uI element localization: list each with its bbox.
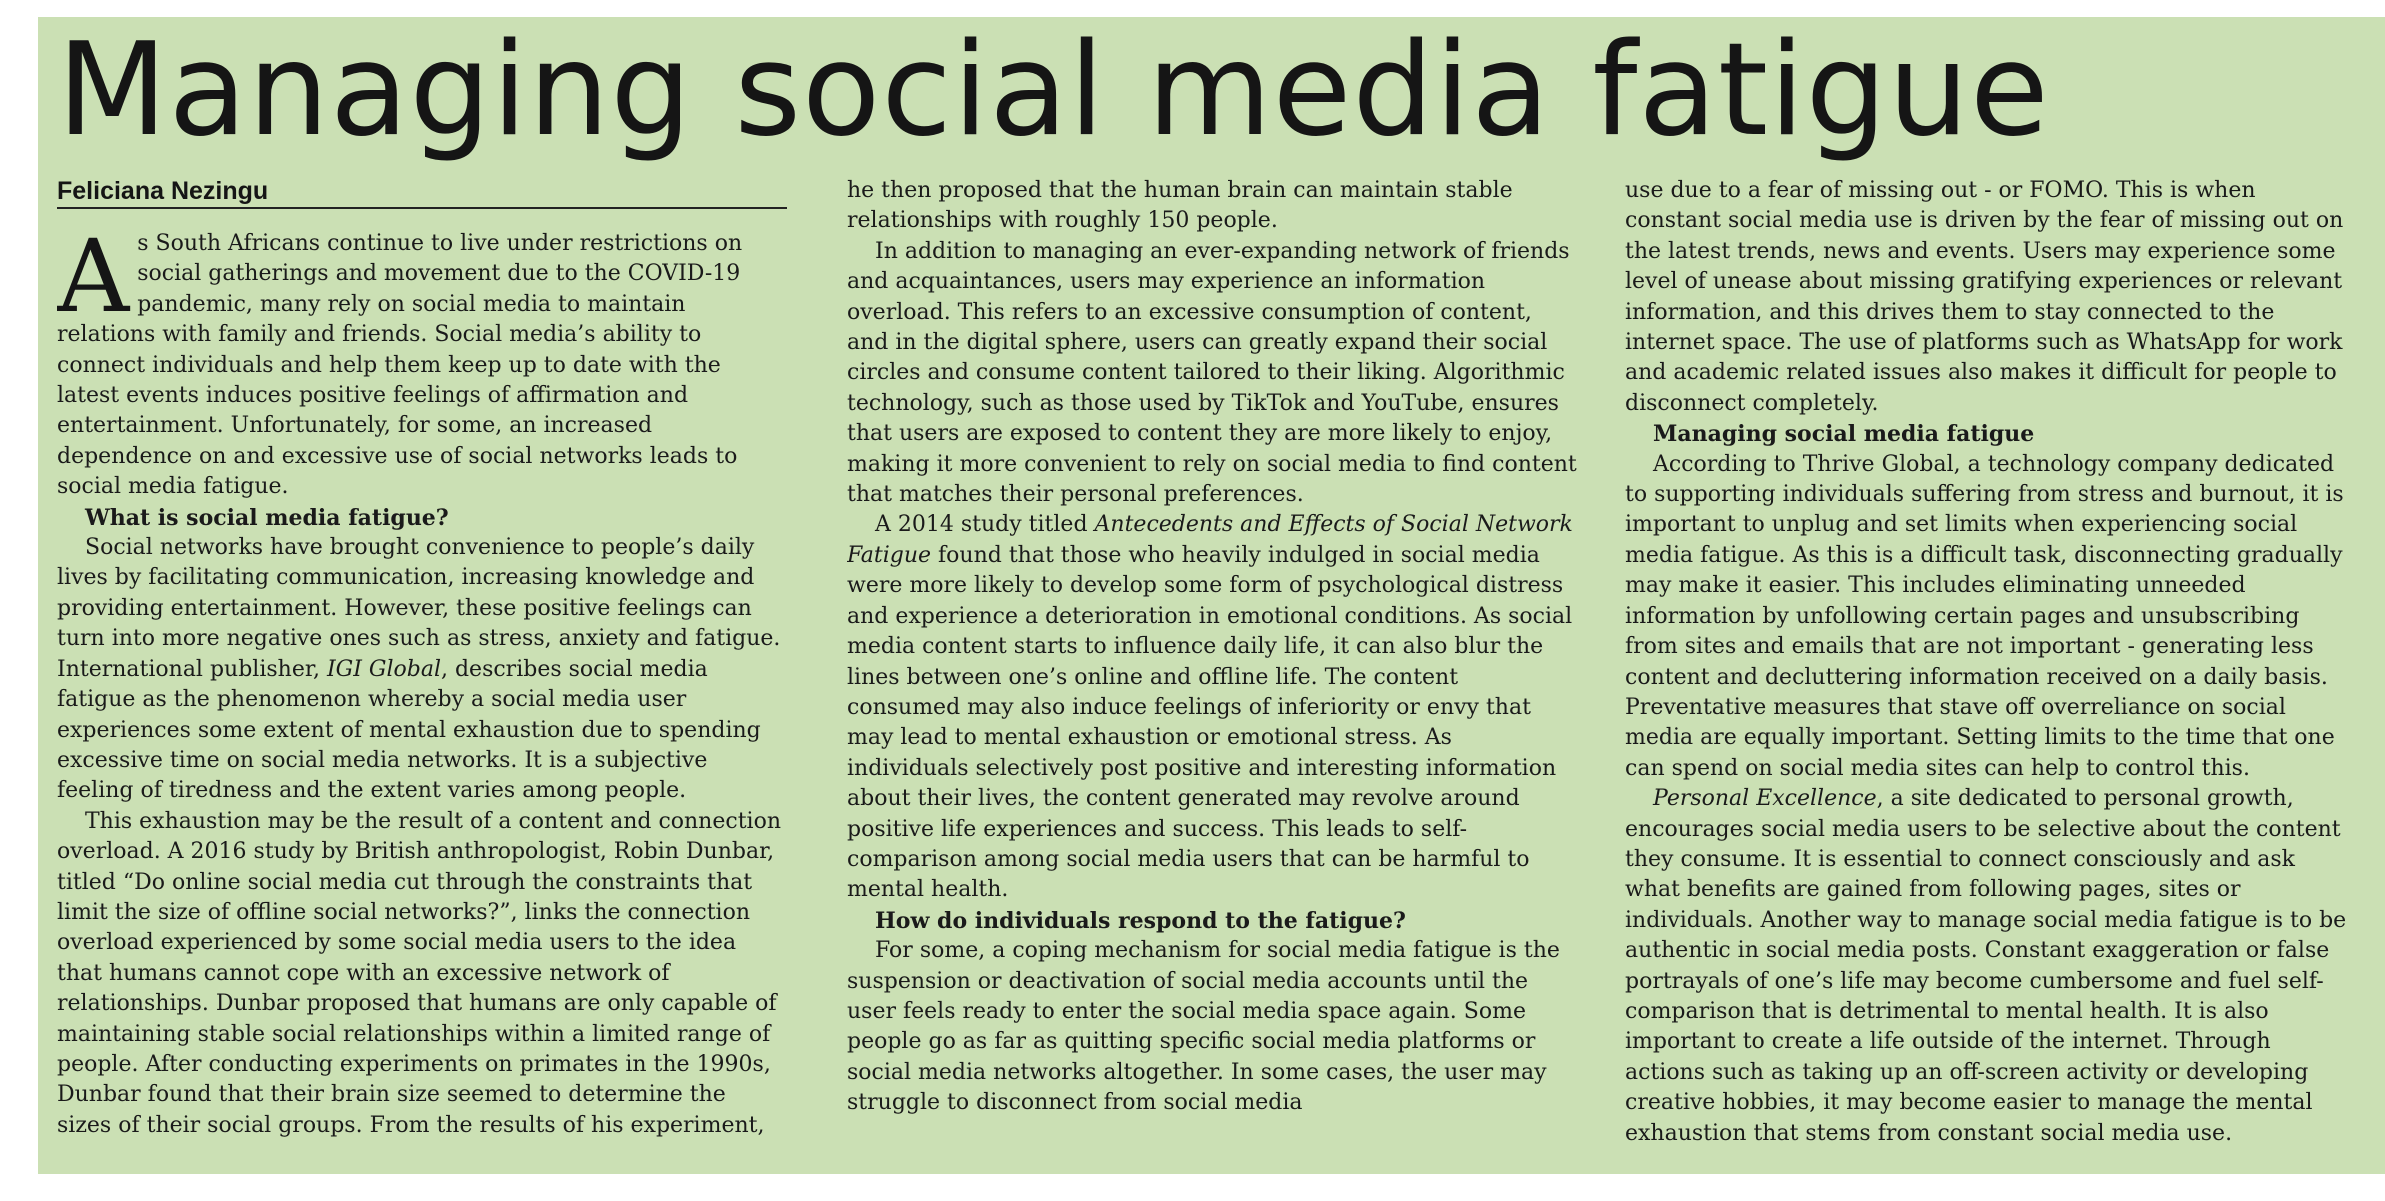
byline: Feliciana Nezingu <box>57 176 787 209</box>
drop-cap: A <box>57 218 130 335</box>
column-3 <box>1625 176 2355 1174</box>
paragraph: he then proposed that the human brain can maintain stable relationships with roughly 150 people. <box>847 178 1513 234</box>
paragraph: This exhaustion may be the result of a content and connection overload. A 2016 study by British anthropologist, Robin Dunbar, titled “Do online social media cut through the constraints that limit the size of offline social networks?”, links the connection overload experienced by some social media users to the idea that humans cannot cope with an excessive network of relationships. Dunbar proposed that humans are only capable of maintaining stable social relationships within a limited range of people. After conducting experiments on primates in the 1990s, Dunbar found that their brain size seemed to determine the sizes of their social groups. From the results of his experiment, <box>57 808 781 1138</box>
paragraph: Social networks have brought convenience to people’s daily lives by facilitating communication, increasing knowledge and providing entertainment. However, these positive feelings can turn into more negative ones such as stress, anxiety and fatigue. International publisher, IGI Global, describes social media fatigue as the phenomenon whereby a social media user experiences some extent of mental exhaustion due to spending excessive time on social media networks. It is a subjective feeling of tiredness and the extent varies among people. <box>57 535 781 804</box>
lead-paragraph <box>57 218 787 503</box>
site-name: Personal Excellence <box>1653 786 1877 812</box>
subheading-managing: Managing social media fatigue <box>1653 421 2035 448</box>
paragraph: A 2014 study titled Antecedents and Effects of Social Network Fatigue found that those who heavily indulged in social media were more likely to develop some form of psychological distress and experience a deterioration in emotional conditions. As social media content starts to influence daily life, it can also blur the lines between one’s online and offline life. The content consumed may also induce feelings of inferiority or envy that may lead to mental exhaustion or emotional stress. As individuals selectively post positive and interesting information about their lives, the content generated may revolve around positive life experiences and success. This leads to self-comparison among social media users that can be harmful to mental health. <box>847 512 1573 903</box>
paragraph: For some, a coping mechanism for social media fatigue is the suspension or deactivation of social media accounts until the user feels ready to enter the social media space again. Some people go as far as quitting specific social media platforms or social media networks altogether. In some cases, the user may struggle to disconnect from social media <box>847 938 1560 1116</box>
publisher-name: IGI Global <box>326 656 441 682</box>
paragraph: use due to a fear of missing out - or FOMO. This is when constant social media use is driven by the fear of missing out on the latest trends, news and events. Users may experience some level of unease about missing gratifying experiences or relevant information, and this drives them to stay connected to the internet space. The use of platforms such as WhatsApp for work and academic related issues also makes it difficult for people to disconnect completely. <box>1625 178 2344 416</box>
study-title: Antecedents and Effects of Social Network Fatigue <box>847 512 1573 568</box>
lead-text: s South Africans continue to live under restrictions on social gatherings and movement due to the COVID-19 pandemic, many rely on social media to maintain relations with family and friends. Social media’s ability to connect individuals and help them keep up to date with the latest events induces positive feelings of affirmation and entertainment. Unfortunately, for some, an increased dependence on and excessive use of social networks leads to social media fatigue. <box>57 231 743 500</box>
paragraph: Personal Excellence, a site dedicated to personal growth, encourages social media users to be selective about the content they consume. It is essential to connect consciously and ask what benefits are gained from following pages, sites or individuals. Another way to manage social media fatigue is to be authentic in social media posts. Constant exaggeration or false portrayals of one’s life may become cumbersome and fuel self-comparison that is detrimental to mental health. It is also important to create a life outside of the internet. Through actions such as taking up an off-screen activity or developing creative hobbies, it may become easier to manage the mental exhaustion that stems from constant social media use. <box>1625 786 2347 1146</box>
paragraph: In addition to managing an ever-expanding network of friends and acquaintances, users may experience an information overload. This refers to an excessive consumption of content, and in the digital sphere, users can greatly expand their social circles and consume content tailored to their liking. Algorithmic technology, such as those used by TikTok and YouTube, ensures that users are exposed to content they are more likely to enjoy, making it more convenient to rely on social media to find content that matches their personal preferences. <box>847 238 1577 508</box>
subheading-what-is: What is social media fatigue? <box>85 504 449 531</box>
column-2 <box>847 176 1577 1174</box>
paragraph: According to Thrive Global, a technology company dedicated to supporting individuals suffering from stress and burnout, it is important to unplug and set limits when experiencing social media fatigue. As this is a difficult task, disconnecting gradually may make it easier. This includes eliminating unneeded information by unfollowing certain pages and unsubscribing from sites and emails that are not important - generating less content and decluttering information received on a daily basis. Preventative measures that stave off overreliance on social media are equally important. Setting limits to the time that one can spend on social media sites can help to control this. <box>1625 451 2344 781</box>
column-1 <box>57 176 787 1174</box>
headline: Managing social media fatigue <box>57 16 2050 165</box>
subheading-how-respond: How do individuals respond to the fatigue? <box>875 907 1406 934</box>
